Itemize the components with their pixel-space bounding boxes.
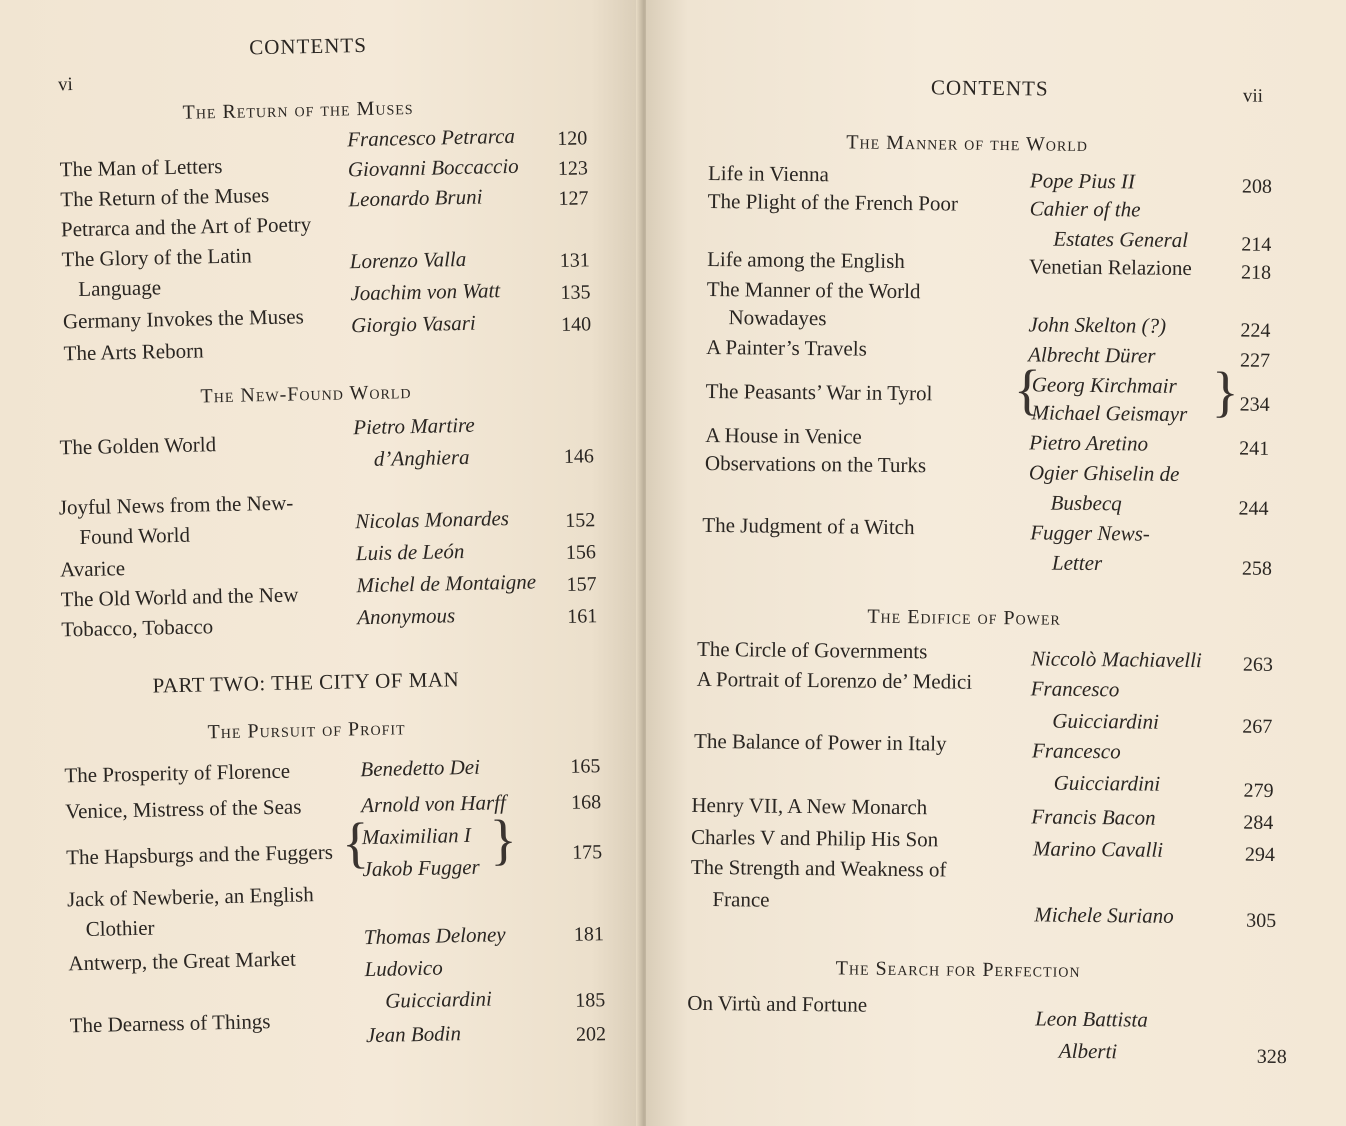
entry-title: The Judgment of a Witch [702,512,915,540]
entry-title: Tobacco, Tobacco [61,614,214,642]
entry-author: Venetian Relazione [1028,254,1192,281]
entry-author-cont: Guicciardini [1053,770,1161,796]
entry-author: Michel de Montaigne [356,569,537,598]
entry-author-cont: Michael Geismayr [1031,400,1188,426]
running-head: CONTENTS [930,75,1049,101]
entry-page: 127 [558,187,589,210]
entry-page: 175 [571,841,603,864]
entry-title: Jack of Newberie, an English [66,882,314,912]
entry-page: 241 [1239,437,1270,460]
entry-page: 161 [567,605,598,628]
entry-title: Antwerp, the Great Market [68,946,297,976]
entry-title: The Dearness of Things [69,1009,271,1038]
entry-page: 258 [1241,557,1273,580]
entry-page: 224 [1240,319,1271,342]
entry-author: Maximilian I [361,822,472,850]
entry-author: Ludovico [364,955,443,982]
entry-title-cont: Found World [79,522,191,550]
entry-author-cont: Alberti [1058,1038,1118,1064]
entry-page: 157 [566,573,597,596]
entry-author: Giorgio Vasari [350,310,476,338]
entry-page: 218 [1240,261,1272,284]
entry-author-cont: Guicciardini [384,986,493,1013]
entry-title: The Hapsburgs and the Fuggers [65,839,334,870]
entry-title: Petrarca and the Art of Poetry [60,212,312,242]
entry-page: 165 [570,755,601,778]
entry-author: Marino Cavalli [1032,836,1164,862]
brace-right: } [1211,361,1239,424]
entry-title: The Arts Reborn [63,338,204,366]
entry-title: Avarice [59,556,126,582]
entry-title: The Strength and Weakness of [690,854,947,882]
entry-title: The Manner of the World [706,276,921,304]
section-heading: The Manner of the World [846,131,1089,156]
entry-page: 234 [1239,393,1270,416]
entry-title: Joyful News from the New- [58,490,294,520]
entry-author: Francesco Petrarca [346,123,516,152]
right-page [646,0,1346,1126]
entry-page: 279 [1243,779,1274,802]
entry-author-cont: Letter [1051,550,1103,576]
entry-page: 227 [1239,349,1271,372]
entry-title: The Golden World [59,432,217,460]
entry-page: 152 [565,509,596,532]
entry-page: 131 [559,249,591,272]
section-heading: The Return of the Muses [182,96,414,124]
entry-author: Pietro Aretino [1029,430,1149,456]
entry-author: Francis Bacon [1031,804,1156,830]
entry-title: The Return of the Muses [60,182,270,212]
brace-right: } [489,808,518,872]
entry-author: Thomas Deloney [363,922,506,950]
entry-title: A House in Venice [705,422,862,449]
entry-author: Michele Suriano [1034,902,1174,928]
left-page [0,0,642,1126]
section-heading: The New-Found World [200,381,412,408]
entry-title: Germany Invokes the Muses [62,304,305,334]
entry-author: Ogier Ghiselin de [1028,460,1180,486]
entry-page: 244 [1238,497,1269,520]
entry-page: 181 [573,923,605,946]
entry-author-cont: Estates General [1053,226,1189,252]
part-heading: PART TWO: THE CITY OF MAN [152,667,460,698]
entry-author: Arnold von Harff [360,790,507,818]
entry-title: The Glory of the Latin [61,243,252,272]
entry-author: Leonardo Bruni [348,184,483,212]
entry-author: Anonymous [356,603,456,630]
entry-title: Life among the English [707,246,905,274]
entry-page: 135 [560,281,591,304]
entry-page: 140 [560,313,592,336]
entry-author: John Skelton (?) [1028,312,1167,338]
entry-author-cont: d’Anghiera [373,444,470,471]
entry-page: 214 [1241,233,1272,256]
entry-page: 305 [1246,909,1277,932]
entry-title: On Virtù and Fortune [687,990,868,1017]
entry-page: 123 [557,157,589,180]
brace-left: { [1013,359,1041,422]
entry-page: 202 [575,1023,607,1046]
entry-title-cont: Clothier [85,915,155,941]
entry-author: Cahier of the [1029,196,1141,222]
entry-title: The Peasants’ War in Tyrol [705,378,933,406]
entry-title: A Painter’s Travels [706,334,867,361]
entry-author-cont: Busbecq [1050,490,1122,516]
entry-author-cont: Guicciardini [1052,708,1159,734]
section-heading: The Search for Perfection [835,957,1081,982]
entry-title: Life in Vienna [707,160,829,187]
entry-author: Georg Kirchmair [1031,372,1177,398]
entry-page: 146 [563,445,595,468]
page-number: vi [57,74,73,96]
entry-title: Henry VII, A New Monarch [691,792,928,820]
entry-author: Niccolò Machiavelli [1030,646,1202,673]
entry-title: A Portrait of Lorenzo de’ Medici [696,666,973,694]
entry-author: Pope Pius II [1029,168,1136,194]
entry-author: Giovanni Boccaccio [347,153,519,182]
brace-left: { [341,812,370,875]
entry-author: Benedetto Dei [360,754,481,782]
entry-title: The Prosperity of Florence [64,758,291,788]
section-heading: The Pursuit of Profit [207,717,406,744]
entry-page: 284 [1243,811,1274,834]
entry-author: Nicolas Monardes [354,506,510,534]
entry-title: Venice, Mistress of the Seas [64,794,302,824]
entry-page: 294 [1244,843,1276,866]
entry-title: The Man of Letters [59,153,223,182]
entry-title-cont: France [712,887,770,912]
entry-title: Observations on the Turks [704,450,927,478]
entry-author: Luis de León [355,538,465,566]
running-head: CONTENTS [248,32,368,60]
entry-page: 208 [1241,175,1273,198]
entry-title-cont: Language [78,275,162,302]
entry-author: Jean Bodin [365,1021,462,1048]
entry-page: 267 [1242,715,1273,738]
entry-title: The Plight of the French Poor [707,188,959,216]
entry-author: Joachim von Watt [350,278,501,306]
entry-page: 156 [565,541,597,564]
entry-title: The Old World and the New [60,582,299,612]
entry-author: Albrecht Dürer [1028,342,1156,368]
entry-author: Pietro Martire [352,412,475,440]
page-number: vii [1242,85,1264,107]
entry-author: Francesco [1030,676,1120,702]
entry-author: Fugger News- [1030,520,1150,546]
entry-title: The Circle of Governments [696,636,928,664]
entry-author: Lorenzo Valla [349,246,467,274]
entry-page: 263 [1242,653,1274,676]
entry-author-cont: Jakob Fugger [362,854,480,882]
section-heading: The Edifice of Power [867,605,1061,630]
entry-page: 328 [1256,1045,1287,1069]
entry-page: 185 [575,989,606,1012]
entry-page: 120 [557,127,588,150]
entry-page: 168 [570,791,602,814]
entry-title-cont: Nowadayes [728,305,827,331]
entry-author: Leon Battista [1035,1006,1148,1032]
entry-author: Francesco [1031,738,1121,764]
entry-title: Charles V and Philip His Son [690,824,939,852]
entry-title: The Balance of Power in Italy [693,728,947,756]
